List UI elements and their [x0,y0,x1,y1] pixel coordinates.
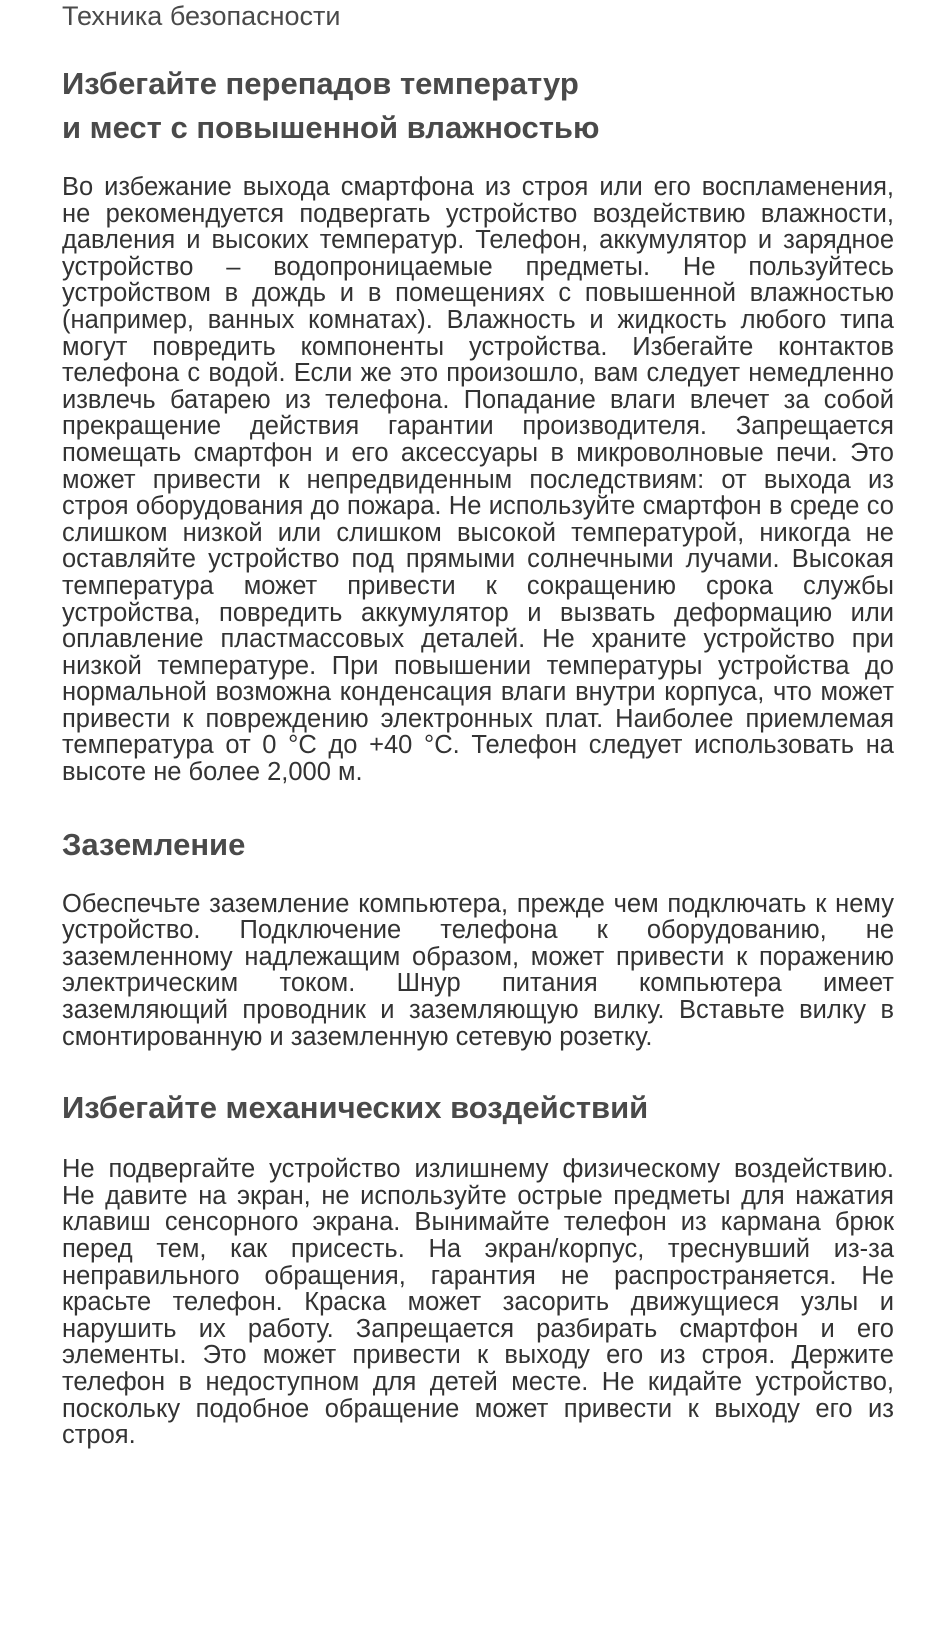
heading-line: Избегайте перепадов температур [62,66,579,101]
running-head: Техника безопасности [62,1,341,31]
section-heading-temperature [62,62,894,150]
section-body-grounding: Обеспечьте заземление компьютера, прежде чем подключать к нему устройство. Подключение телефона к оборудованию, не заземленному надлежащим образом, может привести к поражению электрическим током. Шнур питания компьютера имеет заземляющий проводник и заземляющую вилку. Вставьте вилку в смонтированную и заземленную сетевую розетку. [62,889,894,1051]
heading-line: Заземление [62,826,246,862]
section-body-mechanical: Не подвергайте устройство излишнему физическому воздействию. Не давите на экран, не используйте острые предметы для нажатия клавиш сенсорного экрана. Вынимайте телефон из кармана брюк перед тем, как присесть. На экран/корпус, треснувший из-за неправильного обращения, гарантия не распространяется. Не красьте телефон. Краска может засорить движущиеся узлы и нарушить их работу. Запрещается разбирать смартфон и его элементы. Это может привести к выходу его из строя. Держите телефон в недоступном для детей месте. Не кидайте устройство, поскольку подобное обращение может привести к выходу его из строя. [62,1155,894,1450]
heading-line: Избегайте механических воздействий [62,1090,649,1126]
section-body-temperature: Во избежание выхода смартфона из строя или его воспламенения, не рекомендуется подвергать устройство воздействию влажности, давления и высоких температур. Телефон, аккумулятор и зарядное устройство – водопроницаемые предметы. Не пользуйтесь устройством в дождь и в помещениях с повышенной влажностью (например, ванных комнатах). Влажность и жидкость любого типа могут повредить компоненты устройства. Избегайте контактов телефона с водой. Если же это произошло, вам следует немедленно извлечь батарею из телефона. Попадание влаги влечет за собой прекращение действия гарантии производителя. Запрещается помещать смартфон и его аксессуары в микроволновые печи. Это может привести к непредвиденным последствиям: от выхода из строя оборудования до пожара. Не используйте смартфон в среде со слишком низкой или слишком высокой температурой, никогда не оставляйте устройство под прямыми солнечными лучами. Высокая температура может привести к сокращению срока службы устройства, повредить аккумулятор и вызвать деформацию или оплавление пластмассовых деталей. Не храните устройство при низкой температуре. При повышении температуры устройства до нормальной возможна конденсация влаги внутри корпуса, что может привести к повреждению электронных плат. Наиболее приемлемая температура от 0 °С до +40 °С. Телефон следует использовать на высоте не более 2,000 м. [62,173,894,787]
section-heading-mechanical [62,1086,894,1130]
heading-line: и мест с повышенной влажностью [62,110,600,145]
section-heading-grounding [62,823,894,867]
manual-page [62,0,894,1449]
